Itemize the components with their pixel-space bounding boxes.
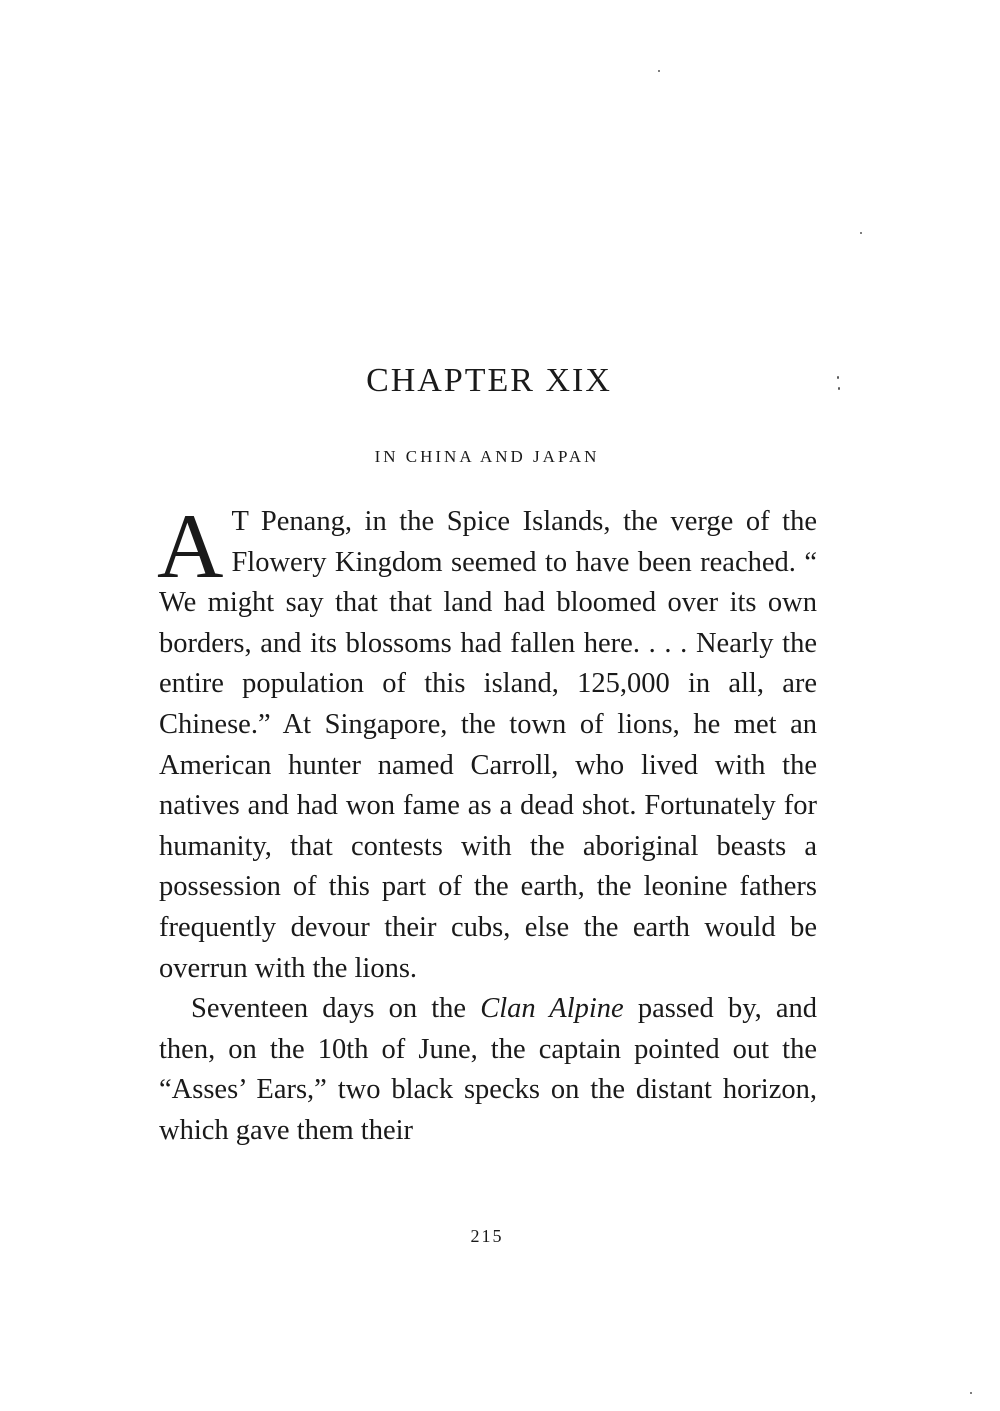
paragraph-1 xyxy=(157,495,817,989)
body-text xyxy=(157,495,818,1152)
scan-speck xyxy=(838,387,840,390)
paragraph-2-text-start: Seventeen days on the xyxy=(191,993,481,1025)
paragraph-2-text-end: passed by, and then, on the 10th of June, the captain pointed out the “Asses’ Ears,” two black specks on the distant horizon, which gave them their xyxy=(159,993,818,1146)
scan-speck xyxy=(658,70,660,72)
scan-speck xyxy=(860,232,862,234)
ship-name: Clan Alpine xyxy=(480,993,624,1025)
chapter-title: CHAPTER XIX xyxy=(366,362,612,399)
drop-cap: A xyxy=(157,495,224,597)
paragraph-2 xyxy=(159,989,817,1151)
chapter-subtitle: IN CHINA AND JAPAN xyxy=(374,447,600,466)
paragraph-1-text: T Penang, in the Spice Islands, the verge of the Flowery Kingdom seemed to have been reached. “ We might say that that land had bloomed over its own borders, and its blossoms had fallen here. . . . Nearly the entire population of this island, 125,000 in all, are Chinese.” At Singapore, the town of lions, he met an American hunter named Carroll, who lived with the natives and had won fame as a dead shot. Fortunately for humanity, that contests with the aboriginal beasts a possession of this part of the earth, the leonine fathers frequently devour their cubs, else the earth would be overrun with the lions. xyxy=(159,506,817,984)
scan-speck xyxy=(970,1392,972,1394)
scan-speck xyxy=(837,376,839,379)
page-number: 215 xyxy=(470,1226,504,1246)
